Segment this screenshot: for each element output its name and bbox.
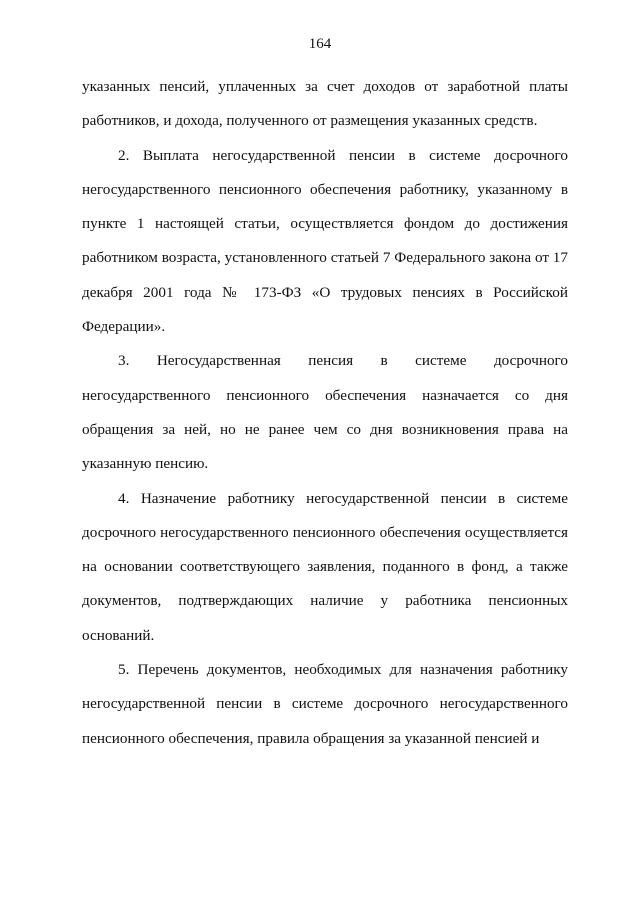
paragraph-continued: указанных пенсий, уплаченных за счет доходов от заработной платы работников, и дохода, полученного от размещения указанных средств. (82, 78, 568, 130)
paragraph-5: 5. Перечень документов, необходимых для назначения работнику негосударственной пенсии в системе досрочного негосударственного пенсионного обеспечения, правила обращения за указанной пенсией и (82, 661, 568, 747)
paragraph-2: 2. Выплата негосударственной пенсии в системе досрочного негосударственного пенсионного обеспечения работнику, указанному в пункте 1 настоящей статьи, осуществляется фондом до достижения работником возраста, установленного статьей 7 Федерального закона от 17 декабря 2001 года № 173-ФЗ «О трудовых пенсиях в Российской Федерации». (82, 146, 568, 336)
paragraph-3: 3. Негосударственная пенсия в системе досрочного негосударственного пенсионного обеспечения назначается со дня обращения за ней, но не ранее чем со дня возникновения права на указанную пенсию. (82, 352, 568, 473)
document-body (82, 70, 568, 756)
paragraph-4: 4. Назначение работнику негосударственной пенсии в системе досрочного негосударственного пенсионного обеспечения осуществляется на основании соответствующего заявления, поданного в фонд, а также документов, подтверждающих наличие у работника пенсионных оснований. (82, 489, 568, 644)
page-number: 164 (308, 36, 332, 52)
